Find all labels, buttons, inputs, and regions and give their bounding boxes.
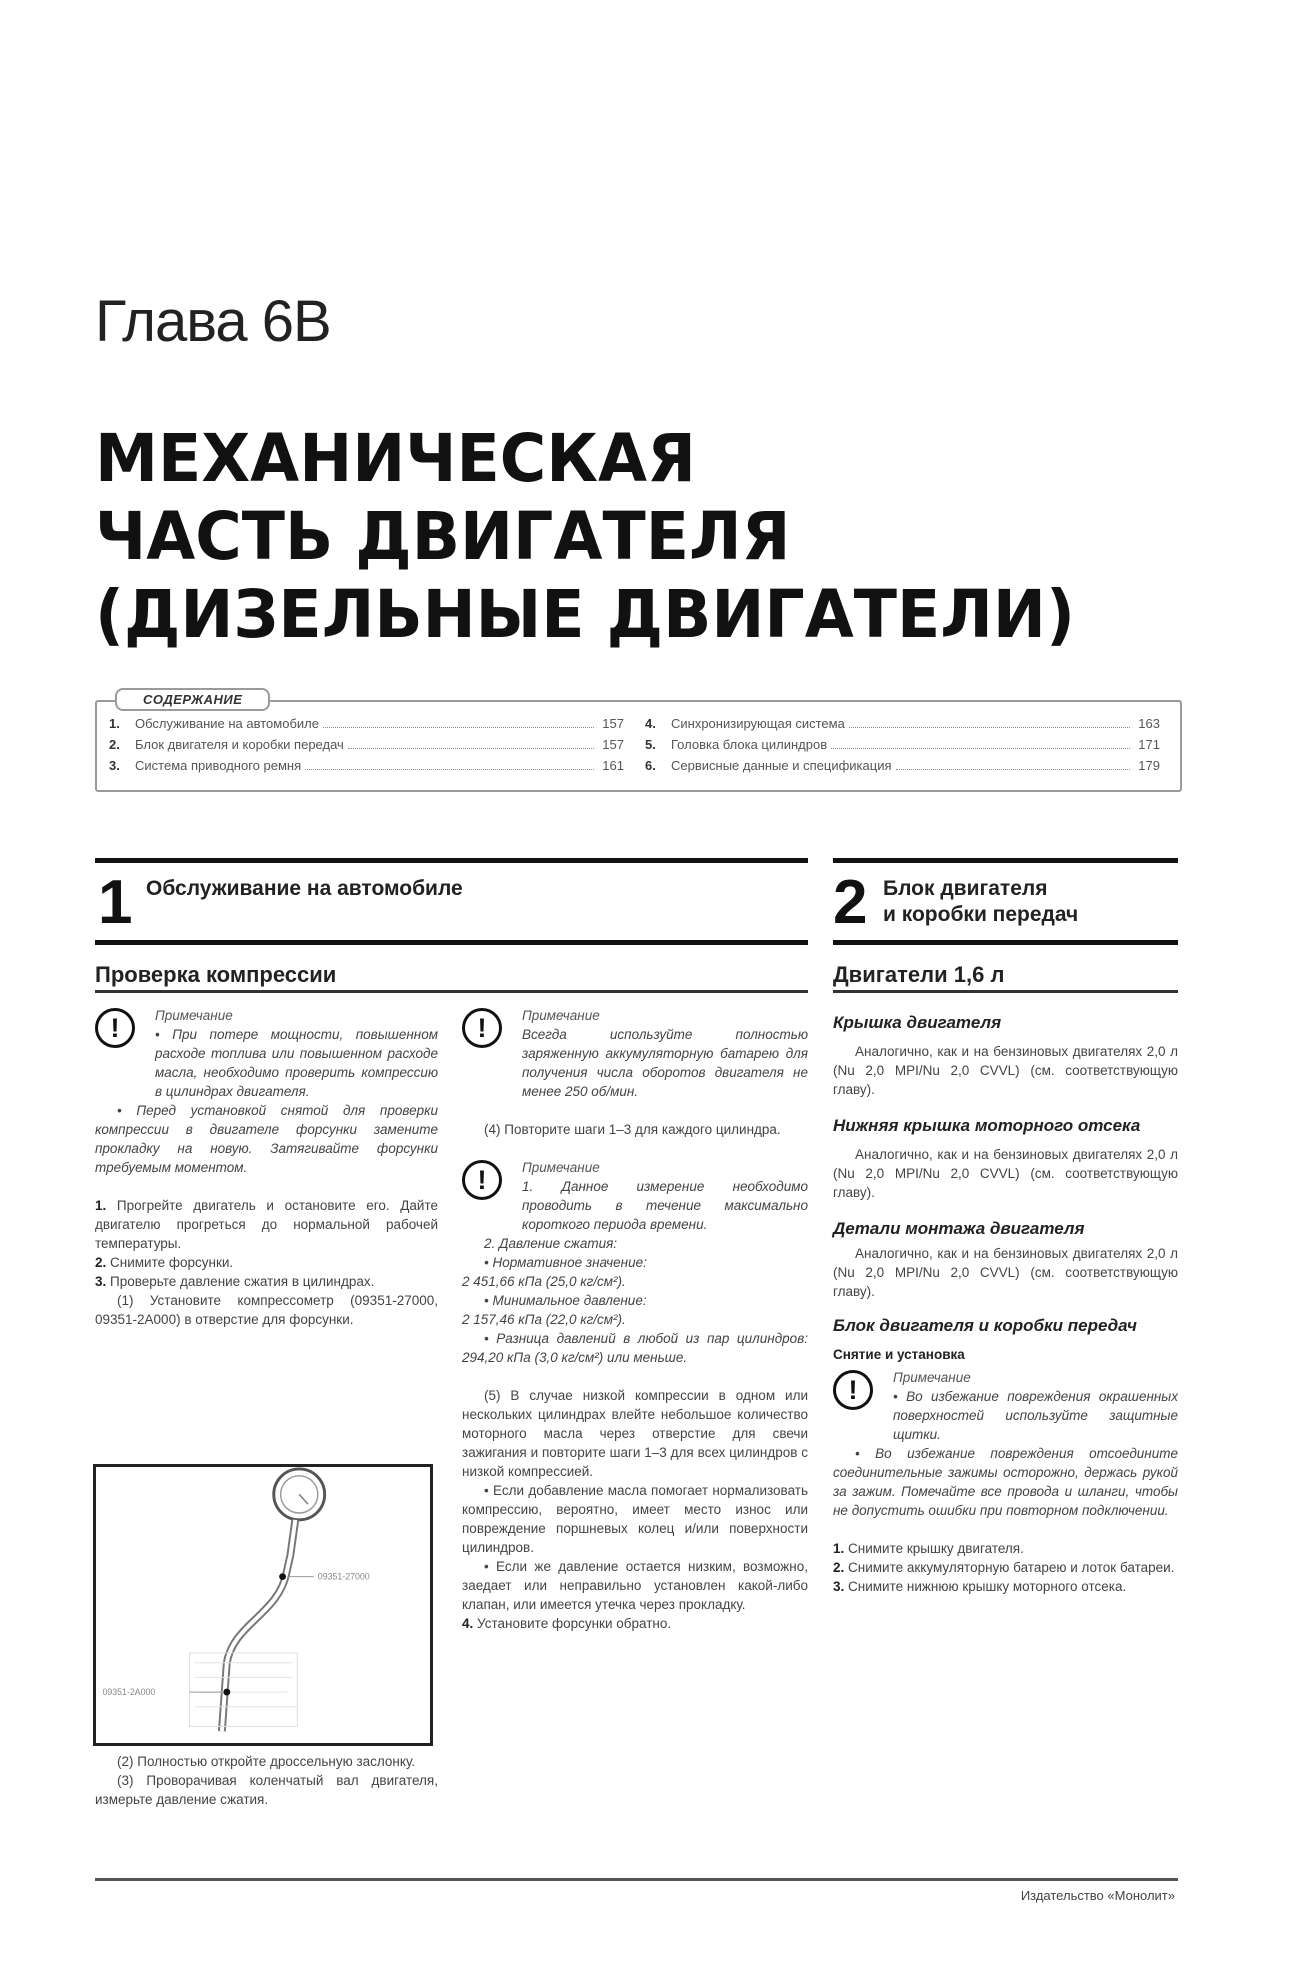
step-number: 2.: [95, 1255, 107, 1270]
toc-item-number: 4.: [645, 716, 656, 731]
toc-item-label: Система приводного ремня: [135, 758, 302, 773]
toc-item[interactable]: [645, 737, 1160, 758]
section-2-column: [833, 1012, 1178, 1596]
toc-item-label: Блок двигателя и коробки передач: [135, 737, 344, 752]
publisher-footer: Издательство «Монолит»: [1020, 1888, 1175, 1903]
step-text: Снимите форсунки.: [110, 1255, 234, 1270]
block-heading: Нижняя крышка моторного отсека: [833, 1116, 1141, 1135]
toc-item[interactable]: [645, 758, 1160, 779]
exclamation-icon: !: [462, 1008, 502, 1048]
toc-item-label: Головка блока цилиндров: [671, 737, 828, 752]
exclamation-icon: !: [833, 1370, 873, 1410]
title-line-1: МЕХАНИЧЕСКАЯ: [95, 420, 696, 497]
block-text: Аналогично, как и на бензиновых двигателях 2,0 л (Nu 2,0 MPI/Nu 2,0 CVVL) (см. соответствующую главу).: [833, 1044, 1178, 1097]
section-1-subheading: Проверка компрессии: [95, 962, 337, 987]
step-4: (4) Повторите шаги 1–3 для каждого цилиндра.: [484, 1122, 781, 1137]
toc-item[interactable]: [645, 716, 1160, 737]
section-2-top-rule: [833, 858, 1178, 863]
step-text: Проверьте давление сжатия в цилиндрах.: [110, 1274, 375, 1289]
exclamation-icon: !: [462, 1160, 502, 1200]
toc-leader-dots: [323, 717, 594, 728]
bullet: • Если же давление остается низким, возможно, заедает или неправильно установлен какой-либо клапан, или имеется утечка через прокладку.: [462, 1559, 808, 1612]
toc-item-page: 161: [602, 758, 624, 773]
note-heading: Примечание: [522, 1008, 600, 1023]
step-3-3: (3) Проворачивая коленчатый вал двигателя, измерьте давление сжатия.: [95, 1773, 438, 1807]
block-text: Аналогично, как и на бензиновых двигателях 2,0 л (Nu 2,0 MPI/Nu 2,0 CVVL) (см. соответствующую главу).: [833, 1246, 1178, 1299]
note-block: [462, 1006, 808, 1101]
step-3-1: (1) Установите компрессометр (09351-27000, 09351-2A000) в отверстие для форсунки.: [95, 1293, 438, 1327]
step-5: (5) В случае низкой компрессии в одном или нескольких цилиндрах влейте небольшое количество моторного масла через отверстие для свечи зажигания и повторите шаги 1–3 для всех цилиндров с низкой компрессией.: [462, 1388, 808, 1479]
note-text: • При потере мощности, повышенном расходе топлива или повышенном расходе масла, необходимо проверить компрессию в цилиндрах двигателя.: [155, 1027, 438, 1099]
toc-leader-dots: [849, 717, 1130, 728]
section-1-bottom-rule: [95, 940, 808, 945]
toc-column-right: [645, 716, 1160, 779]
block-text: Аналогично, как и на бензиновых двигателях 2,0 л (Nu 2,0 MPI/Nu 2,0 CVVL) (см. соответствующую главу).: [833, 1147, 1178, 1200]
note-text: • Перед установкой снятой для проверки компрессии в двигателе форсунки замените прокладку на новую. Затягивайте форсунки требуемым моментом.: [95, 1103, 438, 1175]
toc-item-page: 157: [602, 737, 624, 752]
compression-gauge-figure: [93, 1464, 433, 1746]
step-number: 1.: [95, 1198, 107, 1213]
note-block: [462, 1158, 808, 1367]
note-text: • Нормативное значение:: [484, 1255, 647, 1270]
note-value: 2 451,66 кПа (25,0 кг/см²).: [462, 1274, 626, 1289]
toc-leader-dots: [348, 738, 594, 749]
toc-leader-dots: [896, 759, 1131, 770]
figure-label-adapter: 09351-2A000: [102, 1687, 156, 1698]
step-3: [95, 1272, 438, 1291]
toc-item-number: 1.: [109, 716, 120, 731]
note-text: • Во избежание повреждения отсоедините соединительные зажимы осторожно, держась рукой за зажим. Помечайте все провода и шланги, чтобы не допустить ошибки при повторном подключении.: [833, 1446, 1178, 1518]
bullet: • Если добавление масла помогает нормализовать компрессию, вероятно, имеет место износ или повреждение поршневых колец и/или поверхности цилиндров.: [462, 1483, 808, 1555]
section-1-column-1: [95, 1006, 438, 1329]
note-heading: Примечание: [155, 1008, 233, 1023]
step-2: [833, 1558, 1178, 1577]
section-1-top-rule: [95, 858, 808, 863]
title-line-3: (ДИЗЕЛЬНЫЕ ДВИГАТЕЛИ): [95, 576, 1075, 653]
toc-item-label: Обслуживание на автомобиле: [135, 716, 319, 731]
step-text: Снимите нижнюю крышку моторного отсека.: [848, 1579, 1127, 1594]
toc-column-left: [109, 716, 624, 779]
block-heading: Крышка двигателя: [833, 1013, 1002, 1032]
toc-item-label: Сервисные данные и спецификация: [671, 758, 892, 773]
note-heading: Примечание: [893, 1370, 971, 1385]
toc-item-page: 163: [1138, 716, 1160, 731]
note-text: • Минимальное давление:: [484, 1293, 647, 1308]
step-1: [833, 1539, 1178, 1558]
chapter-label: Глава 6В: [95, 289, 331, 354]
step-1: [95, 1196, 438, 1253]
block-heading: Детали монтажа двигателя: [833, 1219, 1085, 1238]
step-number: 4.: [462, 1616, 474, 1631]
toc-item[interactable]: [109, 737, 624, 758]
compression-gauge-illustration: [96, 1467, 430, 1743]
step-text: Установите форсунки обратно.: [477, 1616, 672, 1631]
exclamation-icon: !: [95, 1008, 135, 1048]
section-2-title: [883, 876, 1078, 928]
note-text: • Во избежание повреждения окрашенных поверхностей используйте защитные щитки.: [893, 1389, 1178, 1442]
section-1-column-2: [462, 1006, 808, 1633]
note-text: 2. Давление сжатия:: [484, 1236, 618, 1251]
toc-label: СОДЕРЖАНИЕ: [115, 688, 270, 711]
step-3: [833, 1577, 1178, 1596]
step-text: Снимите аккумуляторную батарею и лоток батареи.: [848, 1560, 1175, 1575]
section-1-column-1-continued: [95, 1752, 438, 1809]
toc-item[interactable]: [109, 716, 624, 737]
note-block: [833, 1368, 1178, 1520]
step-text: Прогрейте двигатель и остановите его. Дайте двигателю прогреться до нормальной рабочей температуры.: [95, 1198, 438, 1251]
section-1-title: Обслуживание на автомобиле: [146, 877, 463, 900]
toc-item[interactable]: [109, 758, 624, 779]
note-text: 1. Данное измерение необходимо проводить в течение максимально короткого периода времени.: [522, 1179, 808, 1232]
note-heading: Примечание: [522, 1160, 600, 1175]
title-line-2: ЧАСТЬ ДВИГАТЕЛЯ: [95, 498, 791, 575]
step-3-2: (2) Полностью откройте дроссельную заслонку.: [117, 1754, 416, 1769]
toc-leader-dots: [305, 759, 594, 770]
step-4-final: [462, 1614, 808, 1633]
step-2: [95, 1253, 438, 1272]
toc-item-number: 2.: [109, 737, 120, 752]
toc-item-page: 157: [602, 716, 624, 731]
note-block: [95, 1006, 438, 1177]
note-value: 2 157,46 кПа (22,0 кг/см²).: [462, 1312, 626, 1327]
toc-item-label: Синхронизирующая система: [671, 716, 845, 731]
step-number: 2.: [833, 1560, 845, 1575]
toc-leader-dots: [831, 738, 1130, 749]
subheading-rule: [833, 990, 1178, 993]
toc-item-page: 179: [1138, 758, 1160, 773]
table-of-contents: [95, 692, 1182, 792]
section-1-number: 1: [98, 868, 133, 937]
toc-item-number: 5.: [645, 737, 656, 752]
toc-item-page: 171: [1138, 737, 1160, 752]
step-number: 3.: [833, 1579, 845, 1594]
toc-item-number: 3.: [109, 758, 120, 773]
removal-heading: Снятие и установка: [833, 1347, 965, 1362]
section-2-title-line-1: Блок двигателя: [883, 877, 1048, 900]
figure-label-gauge: 09351-27000: [317, 1571, 370, 1582]
footer-rule: [95, 1878, 1178, 1881]
section-2-bottom-rule: [833, 940, 1178, 945]
note-text: Всегда используйте полностью заряженную аккумуляторную батарею для получения числа оборотов двигателя не менее 250 об/мин.: [522, 1027, 808, 1099]
step-text: Снимите крышку двигателя.: [848, 1541, 1024, 1556]
section-2-number: 2: [833, 868, 868, 937]
toc-item-number: 6.: [645, 758, 656, 773]
step-number: 3.: [95, 1274, 107, 1289]
page-title: [95, 420, 1075, 654]
section-2-subheading: Двигатели 1,6 л: [833, 962, 1005, 987]
subheading-rule: [95, 990, 808, 993]
note-text: • Разница давлений в любой из пар цилиндров: 294,20 кПа (3,0 кг/см²) или меньше.: [462, 1331, 808, 1365]
block-heading: Блок двигателя и коробки передач: [833, 1316, 1137, 1335]
section-2-title-line-2: и коробки передач: [883, 903, 1079, 926]
step-number: 1.: [833, 1541, 845, 1556]
